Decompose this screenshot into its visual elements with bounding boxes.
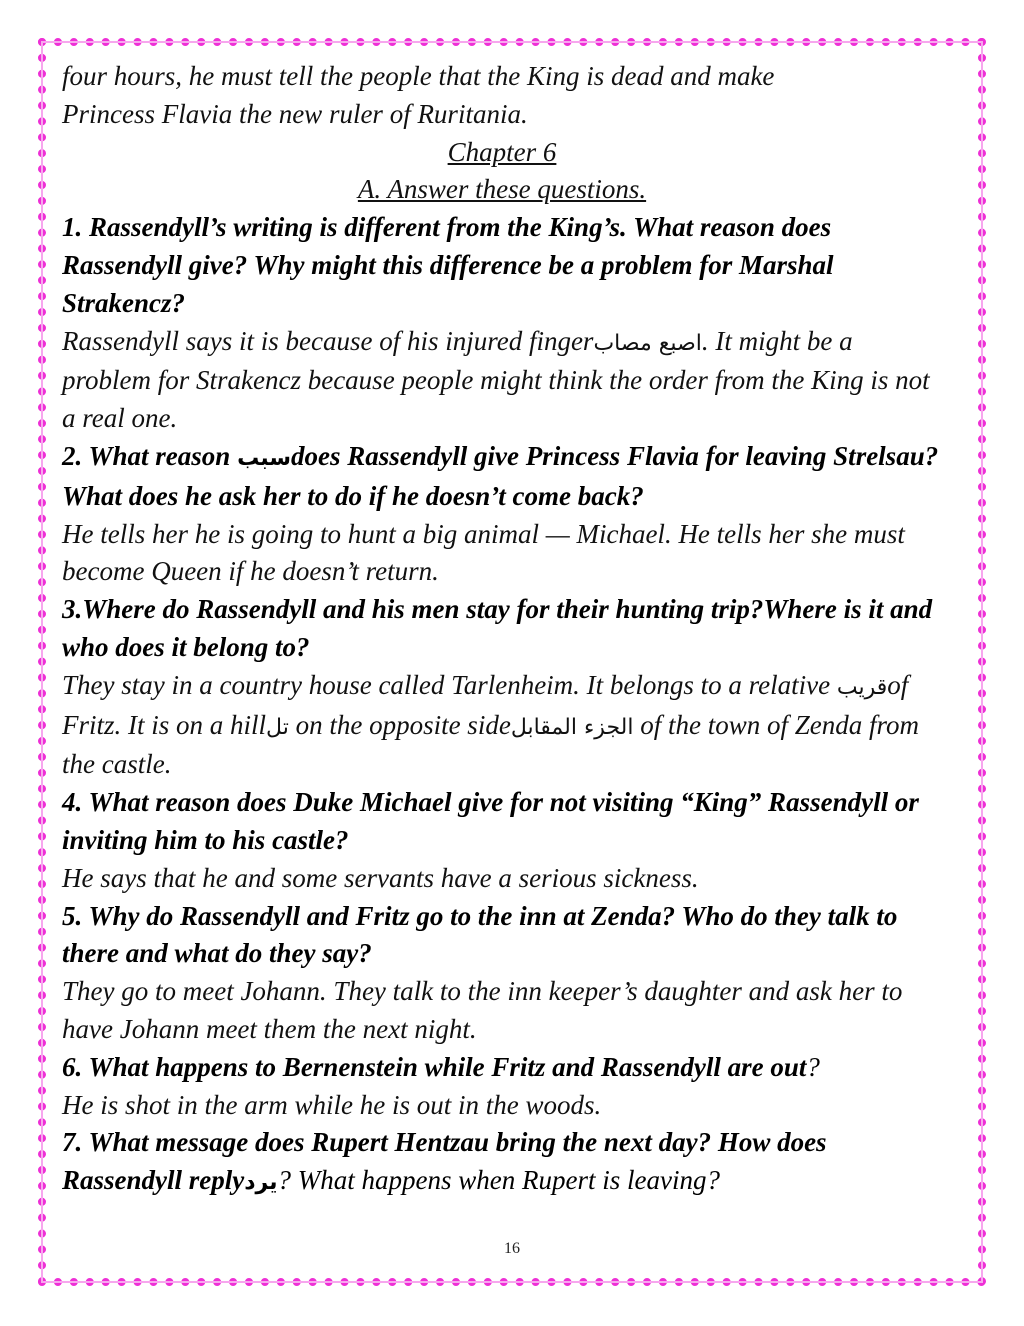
question-6-mark: ? [806, 1051, 820, 1082]
answer-3-arabic-3: الجزء المقابل [510, 714, 634, 740]
answer-4: He says that he and some servants have a serious sickness. [62, 862, 699, 893]
question-2-text-a: 2. What reason [62, 440, 238, 471]
answer-3-text-b: of Fritz. It is on a hill [62, 669, 909, 740]
question-7 [62, 1124, 942, 1202]
answer-3 [62, 667, 942, 784]
question-7-text-a: 7. What message does Rupert Hentzau bring the next day? How does Rassendyll reply [62, 1127, 827, 1196]
answer-3-text-a: They stay in a country house called Tarlenheim. It belongs to a relative [62, 669, 837, 700]
question-2 [62, 438, 942, 516]
question-4: 4. What reason does Duke Michael give for not visiting “King” Rassendyll or inviting him to his castle? [62, 787, 919, 855]
question-6 [62, 1049, 942, 1087]
question-1: 1. Rassendyll’s writing is different from the King’s. What reason does Rassendyll give? Why might this difference be a problem for Marshal Strakencz? [62, 212, 834, 318]
intro-line-1: four hours, he must tell the people that the King is dead and make [62, 61, 775, 91]
intro-line-2: Princess Flavia the new ruler of Ruritania. [62, 98, 528, 129]
answer-1 [62, 323, 942, 438]
answer-3-arabic-2: تل [266, 714, 289, 740]
question-2-arabic: سبب [237, 445, 291, 471]
question-7-text-b: ? What happens when Rupert is leaving? [277, 1165, 720, 1196]
question-7-arabic: يرد [244, 1170, 278, 1196]
answer-5: They go to meet Johann. They talk to the inn keeper’s daughter and ask her to have Johann meet them the next night. [62, 976, 903, 1044]
question-2-text-b: does Rassendyll give Princess Flavia for leaving Strelsau? What does he ask her to do if he doesn’t come back? [62, 440, 939, 511]
section-title: A. Answer these questions. [357, 174, 647, 205]
answer-3-text-c: on the opposite side [288, 709, 511, 740]
answer-2: He tells her he is going to hunt a big animal — Michael. He tells her she must become Queen if he doesn’t return. [62, 518, 905, 587]
answer-6: He is shot in the arm while he is out in the woods. [62, 1089, 602, 1120]
page-number: 16 [504, 1240, 520, 1257]
page-content [62, 58, 942, 1202]
answer-3-text-d: of the town of Zenda from the castle. [62, 709, 919, 780]
chapter-title: Chapter 6 [447, 136, 557, 167]
question-3: 3.Where do Rassendyll and his men stay for their hunting trip?Where is it and who does it belong to? [62, 594, 933, 662]
answer-1-arabic: اصبع مصاب [593, 330, 702, 356]
question-6-text: 6. What happens to Bernenstein while Fritz and Rassendyll are out [62, 1051, 807, 1082]
answer-3-arabic-1: قريب [836, 674, 888, 700]
answer-1-text-a: Rassendyll says it is because of his injured finger [62, 325, 594, 356]
answer-1-text-b: . It might be a problem for Strakencz because people might think the order from the King is not a real one. [62, 325, 930, 434]
question-5: 5. Why do Rassendyll and Fritz go to the inn at Zenda? Who do they talk to there and what do they say? [62, 900, 898, 969]
